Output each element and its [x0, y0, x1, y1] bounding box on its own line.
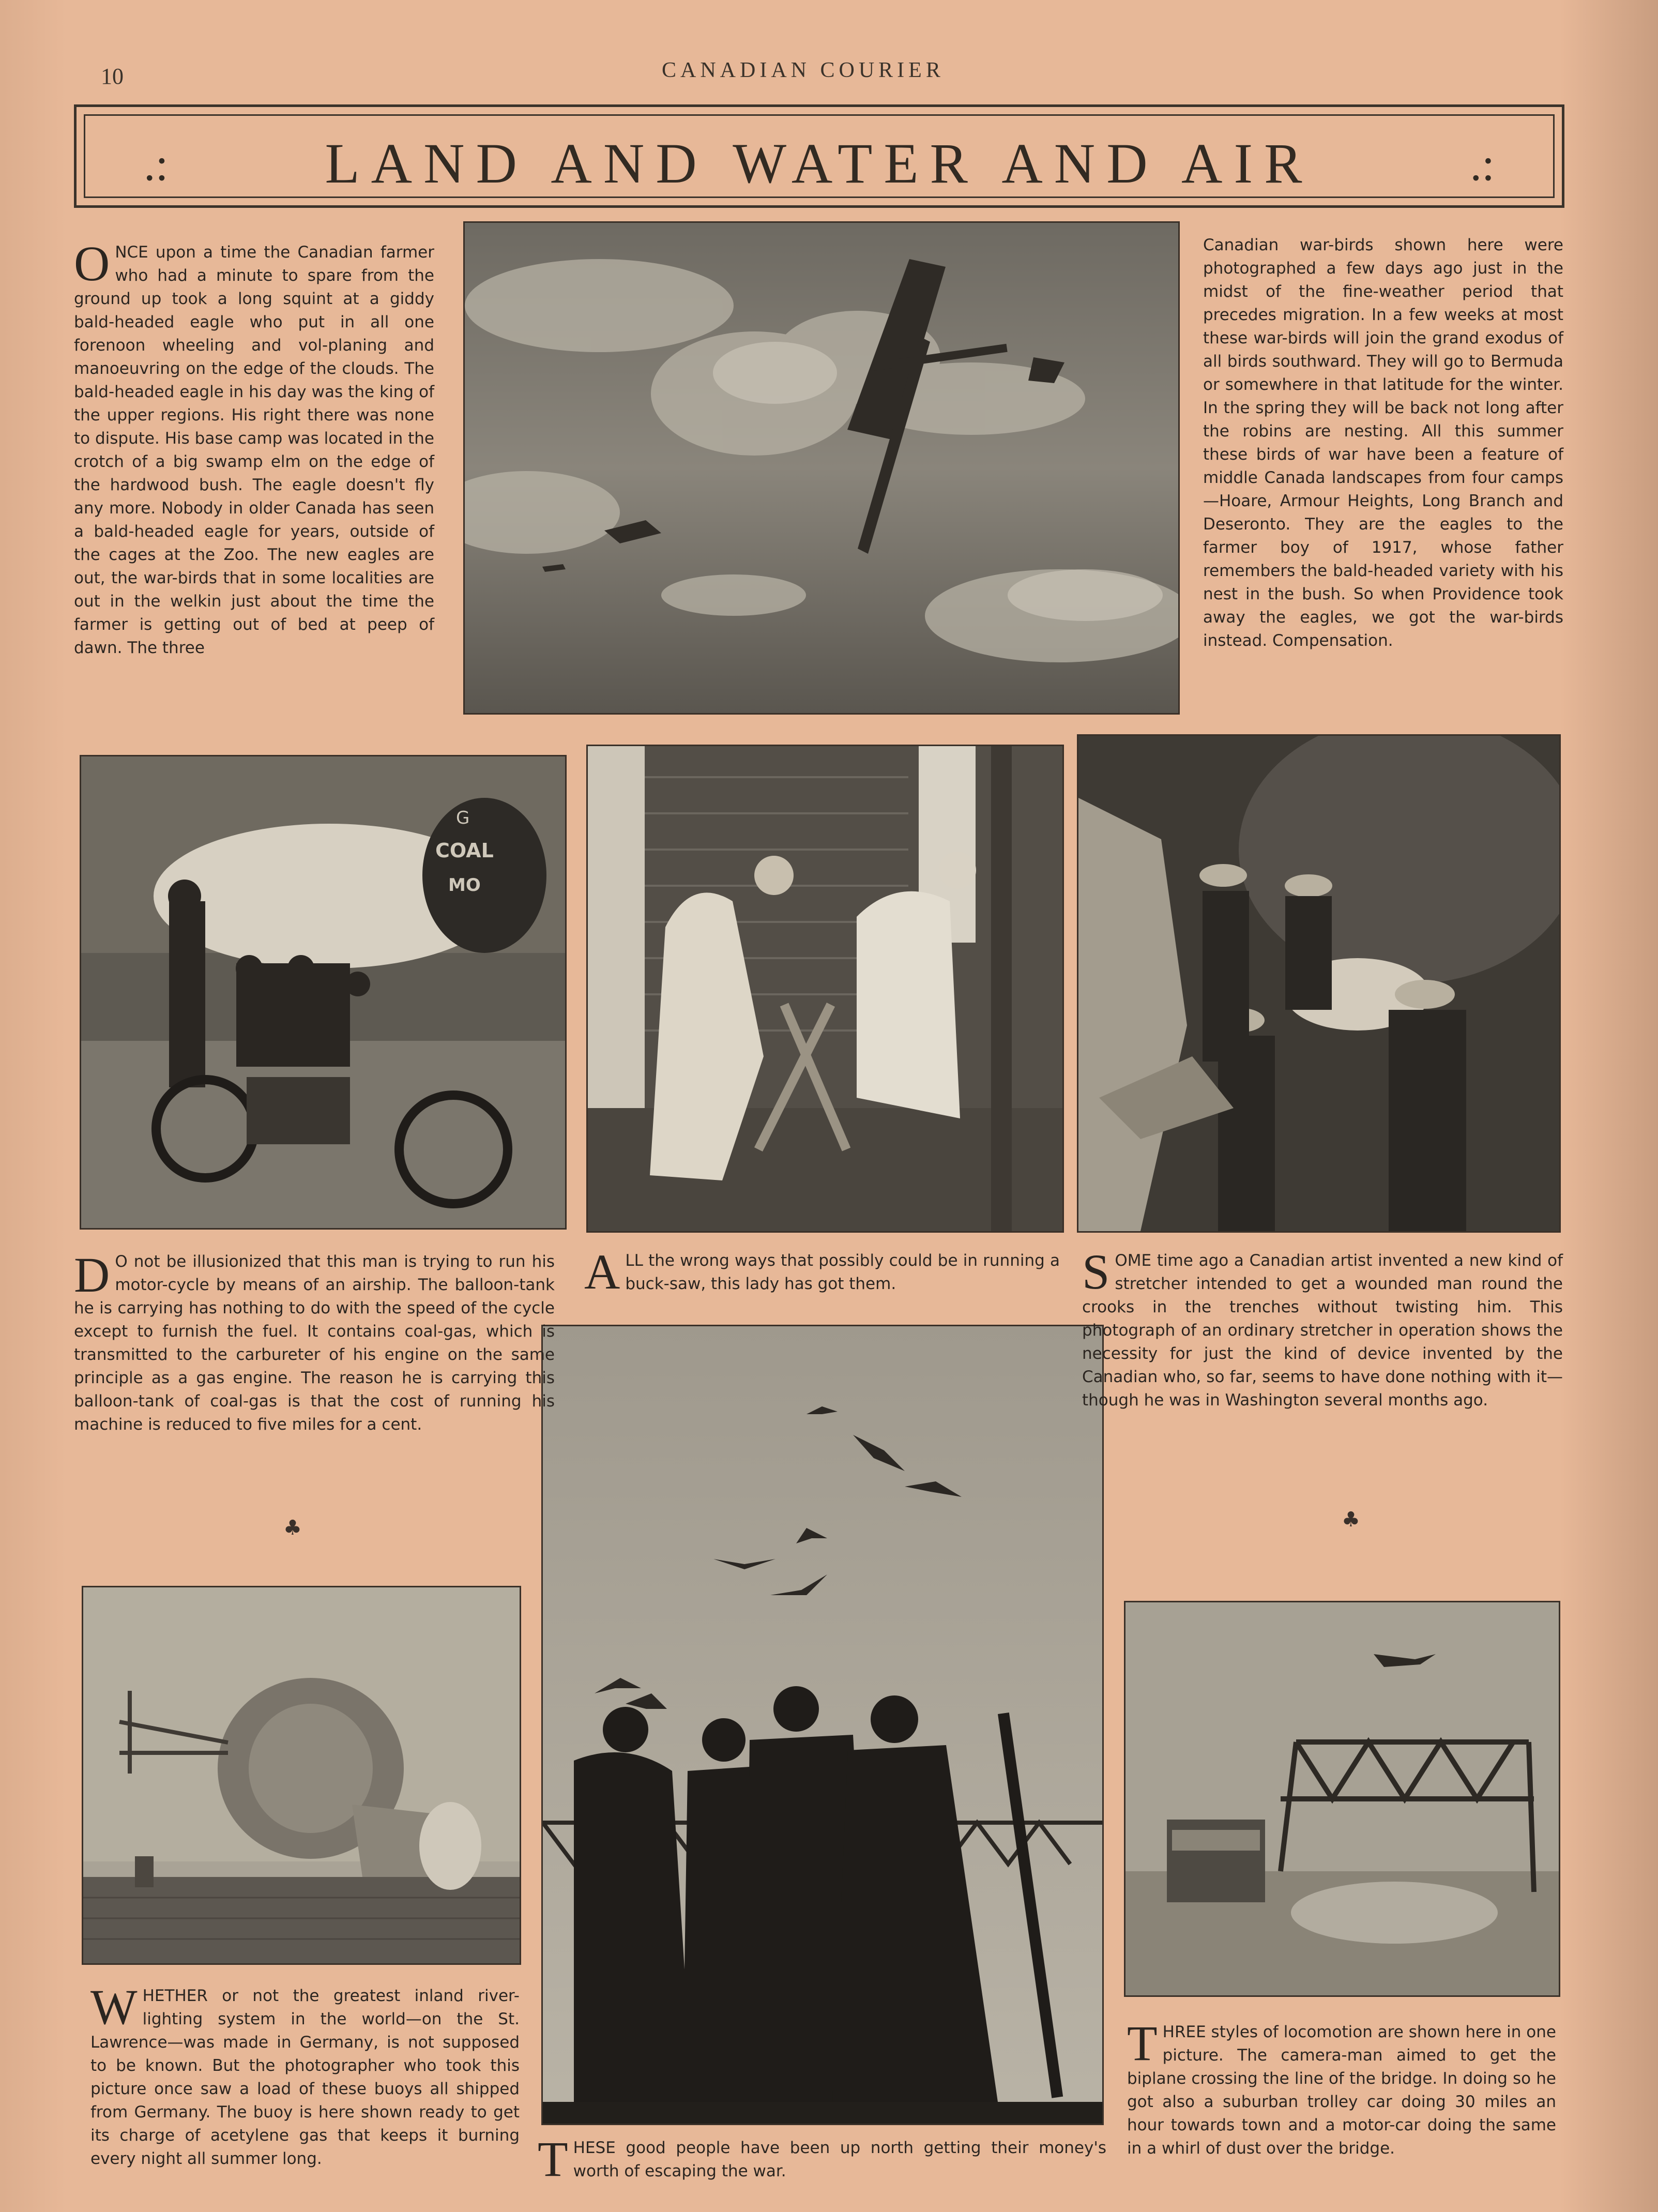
bucksaw-lady-photo [586, 745, 1064, 1233]
trench-stretcher-photo [1077, 734, 1561, 1233]
page-title: LAND AND WATER AND AIR [325, 132, 1314, 195]
ornament-right: ♣ [1342, 1508, 1360, 1532]
motorcycle-caption [74, 1247, 555, 1493]
intro-left-text: NCE upon a time the Canadian farmer who had a minute to spare from the ground up took a long squint at a giddy bald-headed eagle who put in all one forenoon wheeling and vol-planing and manoeuvring on the edge of the clouds. The bald-headed eagle in his day was the king of the upper regions. His right there was none to dispute. His base camp was located in the crotch of a big swamp elm on the edge of the hardwood bush. The eagle doesn't fly any more. Nobody in older Canada has seen a bald-headed eagle for years, outside of the cages at the Zoo. The new eagles are out, the war-birds that in some localities are out in the welkin just about the time the farmer is getting out of bed at peep of dawn. The three [74, 243, 434, 657]
gulls-silhouettes-photo [541, 1325, 1104, 2125]
stretcher-caption-text: OME time ago a Canadian artist invented a new kind of stretcher intended to get a wounded man round the crooks in the trenches without twisting him. This photograph of an ordinary stretcher in operation shows the necessity for just the kind of device invented by the Canadian who, so far, seems to have done nothing with it—though he was in Washington several months ago. [1082, 1251, 1563, 1410]
buoy-caption [90, 1979, 520, 2171]
motorcycle-caption-dropcap: D [74, 1247, 110, 1302]
bucksaw-caption-text: LL the wrong ways that possibly could be in running a buck-saw, this lady has got them. [625, 1251, 1060, 1293]
intro-left-column [74, 236, 434, 660]
biplanes-in-clouds-photo [463, 221, 1180, 715]
balloon-sign-line1: G [456, 808, 470, 828]
gulls-caption-dropcap: T [538, 2131, 568, 2187]
stretcher-caption-dropcap: S [1082, 1244, 1110, 1299]
buoy-photo [82, 1586, 521, 1965]
bridge-caption-dropcap: T [1127, 2016, 1158, 2071]
motorcycle-caption-text: O not be illusionized that this man is trying to run his motor-cycle by means of an airship. The balloon-tank he is carrying has nothing to do with the speed of the cycle except to furnish the fuel. It contains coal-gas, which is transmitted to the carbureter of his engine on the same principle as a gas engine. The reason he is carrying this balloon-tank of coal-gas is that the cost of running his machine is reduced to five miles for a cent. [74, 1252, 555, 1434]
title-box [74, 104, 1564, 208]
intro-right-column: Canadian war-birds shown here were photographed a few days ago just in the midst of the fine-weather period that precedes migration. In a few weeks at most these war-birds will join the grand exodus of all birds southward. They will go to Bermuda or somewhere in that latitude for the winter. In the spring they will be back not long after the robins are nesting. All this summer these birds of war have been a feature of middle Canada landscapes from four camps—Hoare, Armour Heights, Long Branch and Deseronto. They are the eagles to the farmer boy of 1917, whose father remembers the bald-headed variety with his nest in the bush. So when Providence took away the eagles, we got the war-birds instead. Compensation. [1203, 236, 1563, 650]
page-number: 10 [101, 64, 124, 89]
title-ornament-right: .: [1470, 139, 1495, 190]
bridge-caption [1127, 2016, 1556, 2160]
gulls-caption-text: HESE good people have been up north getting their money's worth of escaping the war. [573, 2139, 1106, 2180]
bridge-biplane-trolley-photo [1124, 1601, 1560, 1997]
ornament-left: ♣ [283, 1516, 302, 1540]
bucksaw-caption-dropcap: A [584, 1244, 620, 1299]
stretcher-caption [1082, 1244, 1563, 1412]
bucksaw-caption [584, 1244, 1060, 1299]
balloon-sign-line3: MO [448, 875, 481, 896]
buoy-caption-text: HETHER or not the greatest inland river-lighting system in the world—on the St. Lawrence—was made in Germany, is not supposed to be known. But the photographer who took this picture once saw a load of these buoys all shipped from Germany. The buoy is here shown ready to get its charge of acetylene gas that keeps it burning every night all summer long. [90, 1987, 520, 2168]
bridge-caption-text: HREE styles of locomotion are shown here in one picture. The camera-man aimed to get the biplane crossing the line of the bridge. In doing so he got also a suburban trolley car doing 30 miles an hour towards town and a motor-car doing the same in a whirl of dust over the bridge. [1127, 2023, 1556, 2158]
title-ornament-left: .: [144, 139, 169, 190]
buoy-caption-dropcap: W [90, 1979, 138, 2035]
balloon-sign-line2: COAL [435, 839, 494, 862]
intro-dropcap: O [74, 236, 110, 291]
motorcycle-balloon-photo [80, 755, 567, 1230]
publication-masthead: CANADIAN COURIER [662, 58, 945, 82]
gulls-caption [538, 2131, 1106, 2187]
